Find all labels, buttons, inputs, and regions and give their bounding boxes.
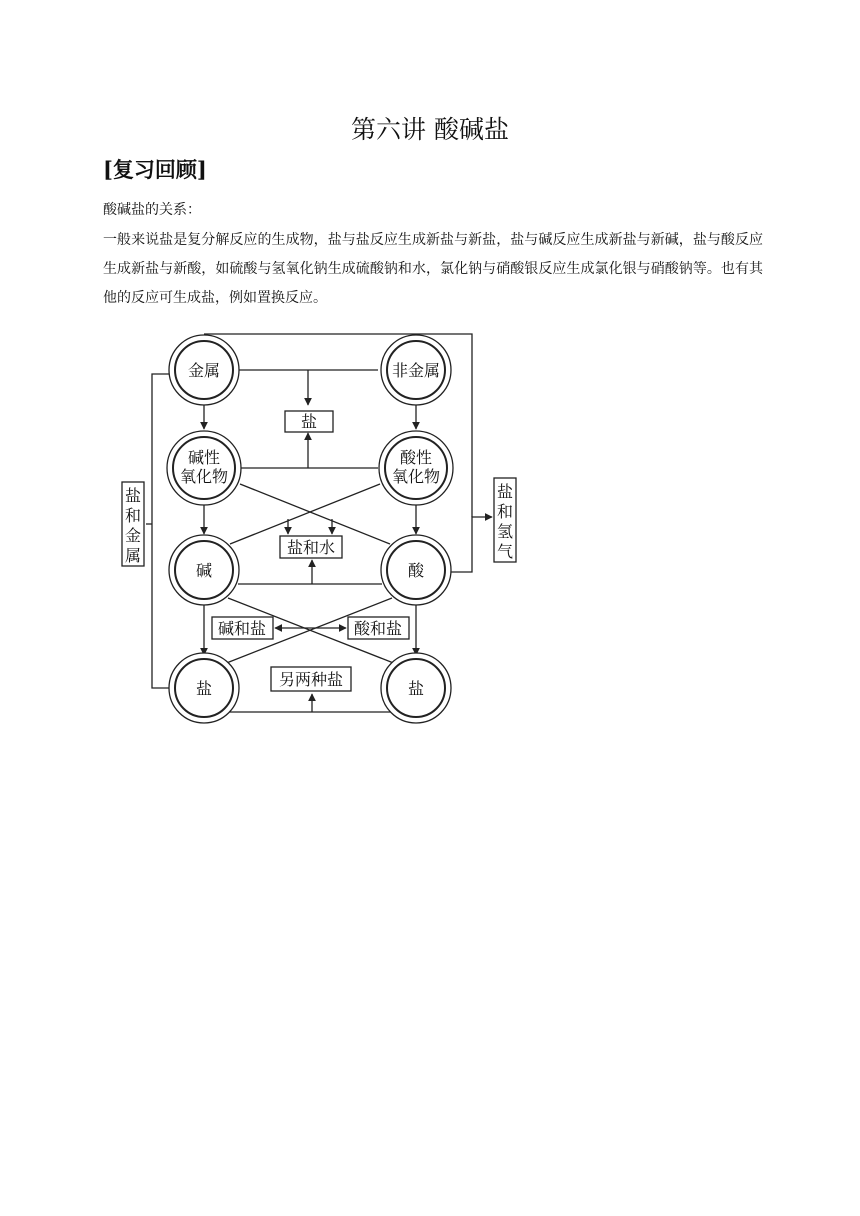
node-acidic-oxide-line2: 氧化物: [391, 467, 441, 486]
node-metal: 金属: [187, 361, 221, 380]
salt-metal-char-2: 和: [124, 506, 142, 525]
node-salt-and-water: 盐和水: [286, 538, 336, 557]
node-salt-left: 盐: [195, 679, 213, 698]
page-title: 第六讲 酸碱盐: [351, 115, 509, 144]
node-nonmetal: 非金属: [391, 361, 441, 380]
salt-hydrogen-char-2: 和: [496, 502, 514, 521]
salt-hydrogen-char-3: 氢: [496, 522, 514, 541]
salt-hydrogen-char-1: 盐: [496, 482, 514, 501]
intro-paragraph: 一般来说盐是复分解反应的生成物，盐与盐反应生成新盐与新盐，盐与碱反应生成新盐与新碱，盐与酸反应生成新盐与新酸，如硫酸与氢氧化钠生成硫酸钠和水，氯化钠与硝酸银反应生成氯化银与硝酸钠等。也有其他的反应可生成盐，例如置换反应。: [103, 232, 763, 306]
salt-metal-char-1: 盐: [124, 486, 142, 505]
node-base: 碱: [195, 561, 213, 580]
relation-label: 酸碱盐的关系：: [103, 202, 201, 218]
acid-base-salt-diagram: [100, 322, 540, 727]
node-basic-oxide-line2: 氧化物: [179, 467, 229, 486]
node-two-salts: 另两种盐: [278, 670, 344, 689]
node-base-and-salt: 碱和盐: [217, 619, 267, 638]
section-heading: [复习回顾]: [103, 157, 207, 182]
node-acid: 酸: [407, 561, 425, 580]
node-basic-oxide-line1: 碱性: [187, 448, 221, 467]
salt-hydrogen-char-4: 气: [496, 542, 514, 561]
salt-metal-char-4: 属: [124, 546, 142, 565]
node-acidic-oxide-line1: 酸性: [399, 448, 433, 467]
node-acid-and-salt: 酸和盐: [353, 619, 403, 638]
salt-metal-char-3: 金: [124, 526, 142, 545]
node-salt-top: 盐: [300, 412, 318, 431]
node-salt-right: 盐: [407, 679, 425, 698]
